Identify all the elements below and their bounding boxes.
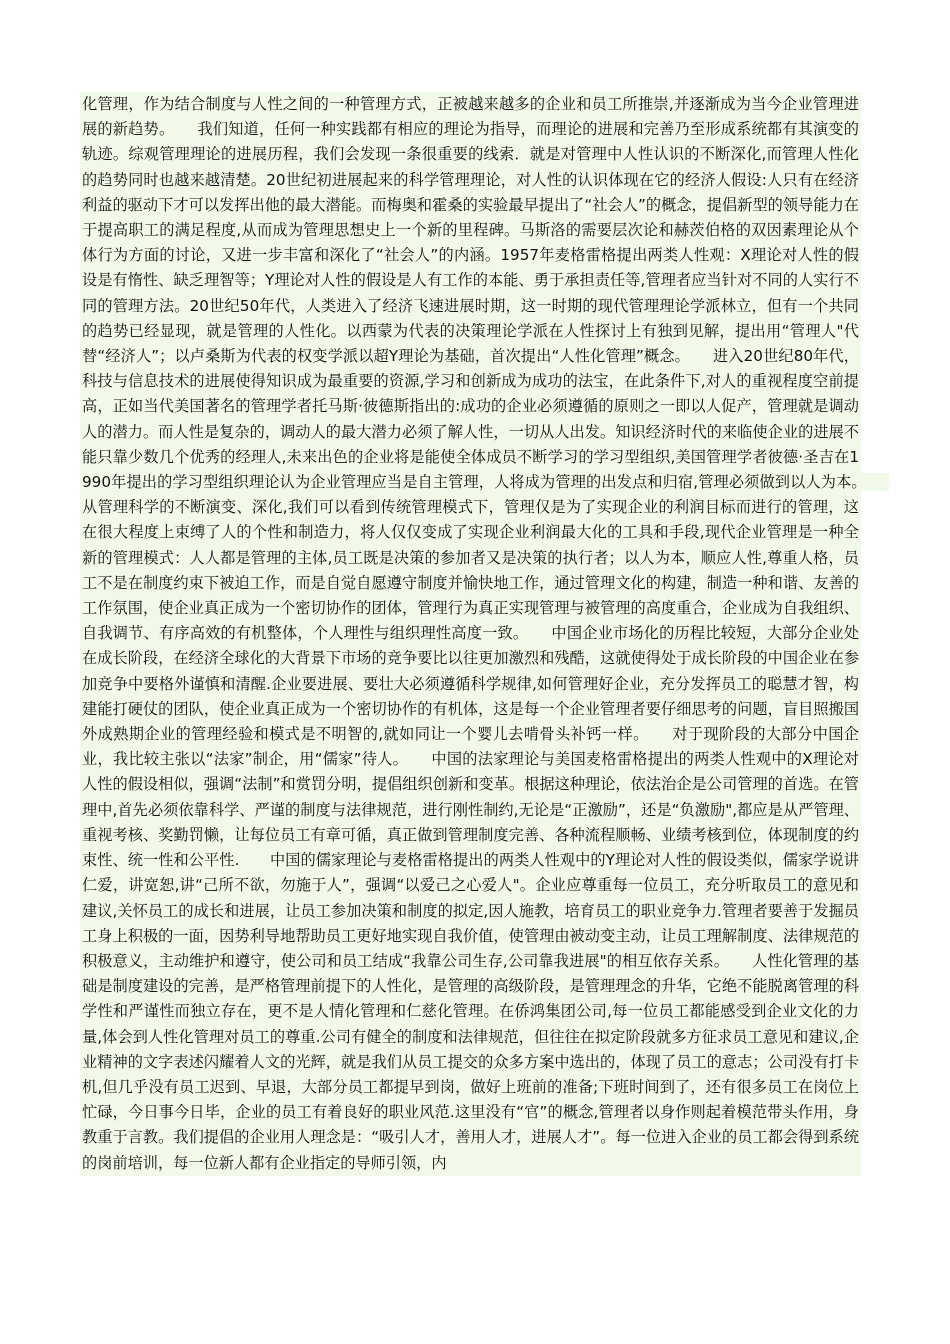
- body-text: 化管理，作为结合制度与人性之间的一种管理方式，正被越来越多的企业和员工所推崇,并逐渐成为当今企业管理进展的新趋势。 我们知道，任何一种实践都有相应的理论为指导，而理论的进展和完善乃至形成系统都有其演变的轨迹。综观管理理论的进展历程，我们会发现一条很重要的线索．就是对管理中人性认识的不断深化,而管理人性化的趋势同时也越来越清楚。20世纪初进展起来的科学管理理论，对人性的认识体现在它的经济人假设:人只有在经济利益的驱动下才可以发挥出他的最大潜能。而梅奥和霍桑的实验最早提出了“社会人”的概念，提倡新型的领导能力在于提高职工的满足程度,从而成为管理思想史上一个新的里程碑。马斯洛的需要层次论和赫茨伯格的双因素理论从个体行为方面的讨论，又进一步丰富和深化了“社会人”的内涵。1957年麦格雷格提出两类人性观：X理论对人性的假设是有惰性、缺乏理智等；Y理论对人性的假设是人有工作的本能、勇于承担责任等,管理者应当针对不同的人实行不同的管理方法。20世纪50年代，人类进入了经济飞速进展时期，这一时期的现代管理理论学派林立，但有一个共同的趋势已经显现，就是管理的人性化。以西蒙为代表的决策理论学派在人性探讨上有独到见解，提出用“管理人"代替“经济人”；以卢桑斯为代表的权变学派以超Y理论为基础，首次提出“人性化管理”概念。 进入20世纪80年代，科技与信息技术的进展使得知识成为最重要的资源,学习和创新成为成功的法宝，在此条件下,对人的重视程度空前提高，正如当代美国著名的管理学者托马斯·彼德斯指出的:成功的企业必须遵循的原则之一即以人促产，管理就是调动人的潜力。而人性是复杂的，调动人的最大潜力必须了解人性，一切从人出发。知识经济时代的来临使企业的进展不能只靠少数几个优秀的经理人,未来出色的企业将是能使全体成员不断学习的学习型组织,美国管理学者彼德·圣吉在1990年提出的学习型组织理论认为企业管理应当是自主管理，人将成为管理的出发点和归宿,管理必须做到以人为本。 从管理科学的不断演变、深化,我们可以看到传统管理模式下，管理仅是为了实现企业的利润目标而进行的管理，这在很大程度上束缚了人的个性和制造力，将人仅仅变成了实现企业利润最大化的工具和手段,现代企业管理是一种全新的管理模式：人人都是管理的主体,员工既是决策的参加者又是决策的执行者；以人为本，顺应人性,尊重人格，员工不是在制度约束下被迫工作，而是自觉自愿遵守制度并愉快地工作，通过管理文化的构建，制造一种和谐、友善的工作氛围，使企业真正成为一个密切协作的团体，管理行为真正实现管理与被管理的高度重合，企业成为自我组织、自我调节、有序高效的有机整体，个人理性与组织理性高度一致。 中国企业市场化的历程比较短，大部分企业处在成长阶段，在经济全球化的大背景下市场的竞争要比以往更加激烈和残酷，这就使得处于成长阶段的中国企业在参加竞争中要格外谨慎和清醒.企业要进展、要壮大必须遵循科学规律,如何管理好企业，充分发挥员工的聪慧才智，构建能打硬仗的团队，使企业真正成为一个密切协作的有机体，这是每一个企业管理者要仔细思考的问题，盲目照搬国外成熟期企业的管理经验和模式是不明智的,就如同让一个婴儿去啃骨头补钙一样。 对于现阶段的大部分中国企业，我比较主张以“法家”制企，用“儒家”待人。 中国的法家理论与美国麦格雷格提出的两类人性观中的X理论对人性的假设相似，强调“法制”和赏罚分明，提倡组织创新和变革。根据这种理论，依法治企是公司管理的首选。在管理中,首先必须依靠科学、严谨的制度与法律规范，进行刚性制约,无论是“正激励”，还是“负激励",都应是从严管理、重视考核、奖勤罚懒，让每位员工有章可循，真正做到管理制度完善、各种流程顺畅、业绩考核到位，体现制度的约束性、统一性和公平性. 中国的儒家理论与麦格雷格提出的两类人性观中的Y理论对人性的假设类似，儒家学说讲仁爱，讲宽恕,讲“己所不欲，勿施于人”，强调“以爱己之心爱人"。企业应尊重每一位员工，充分听取员工的意见和建议,关怀员工的成长和进展，让员工参加决策和制度的拟定,因人施教，培育员工的职业竞争力.管理者要善于发掘员工身上积极的一面，因势利导地帮助员工更好地实现自我价值，使管理由被动变主动，让员工理解制度、法律规范的积极意义，主动维护和遵守，使公司和员工结成“我靠公司生存,公司靠我进展"的相互依存关系。 人性化管理的基础是制度建设的完善，是严格管理前提下的人性化，是管理的高级阶段，是管理理念的升华，它绝不能脱离管理的科学性和严谨性而独立存在，更不是人情化管理和仁慈化管理。在侨鸿集团公司,每一位员工都能感受到企业文化的力量,体会到人性化管理对员工的尊重.公司有健全的制度和法律规范，但往往在拟定阶段就多方征求员工意见和建议,企业精神的文字表述闪耀着人文的光辉，就是我们从员工提交的众多方案中选出的，体现了员工的意志；公司没有打卡机,但几乎没有员工迟到、早退，大部分员工都提早到岗，做好上班前的准备;下班时间到了，还有很多员工在岗位上忙碌，今日事今日毕，企业的员工有着良好的职业风范.这里没有“官”的概念,管理者以身作则起着模范带头作用，身教重于言教。我们提倡的企业用人理念是：“吸引人才，善用人才，进展人才”。每一位进入企业的员工都会得到系统的岗前培训，每一位新人都有企业指定的导师引领，内: [82, 95, 890, 1172]
- document-page: [80, 92, 890, 1176]
- body-paragraph: [80, 92, 890, 1176]
